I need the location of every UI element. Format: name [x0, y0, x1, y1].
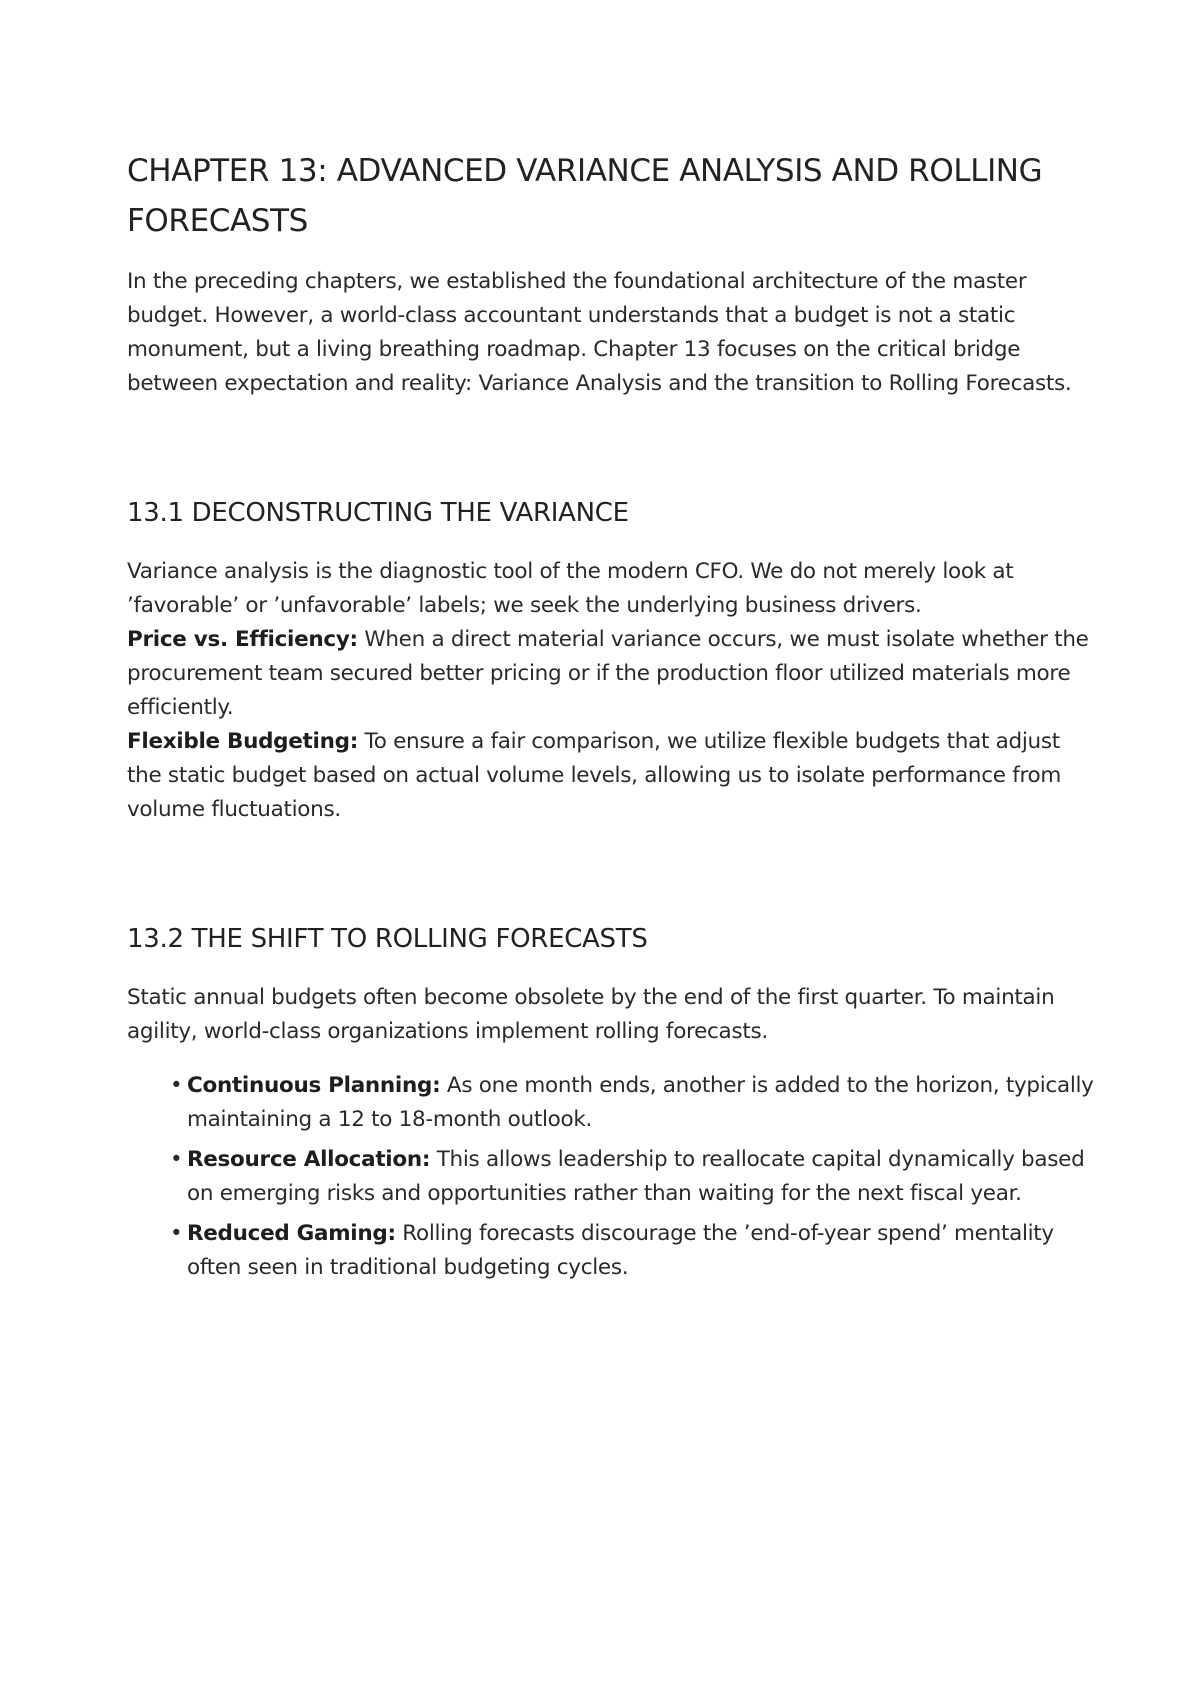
list-item-resource-allocation: [170, 1143, 1100, 1211]
bullet-icon: •: [170, 1073, 183, 1098]
flexible-budgeting-text: To ensure a fair comparison, we utilize flexible budgets that adjust the static budget based on actual volume levels, allowing us to isolate performance from volume fluctuations.: [127, 729, 1062, 822]
section-heading-13-2: 13.2 THE SHIFT TO ROLLING FORECASTS: [127, 924, 648, 954]
bullet-text: As one month ends, another is added to the horizon, typically maintaining a 12 to 18-month outlook.: [187, 1073, 1094, 1132]
chapter-title: CHAPTER 13: ADVANCED VARIANCE ANALYSIS AND ROLLING FORECASTS: [127, 153, 1043, 239]
variance-paragraph: Variance analysis is the diagnostic tool of the modern CFO. We do not merely look at ’favorable’ or ’unfavorable’ labels; we seek the underlying business drivers.: [127, 559, 1014, 618]
section-heading-13-1: 13.1 DECONSTRUCTING THE VARIANCE: [127, 498, 629, 528]
price-efficiency-paragraph: [127, 623, 1100, 725]
rolling-forecast-paragraph: Static annual budgets often become obsolete by the end of the first quarter. To maintain agility, world-class organizations implement rolling forecasts.: [127, 985, 1055, 1044]
price-efficiency-text: When a direct material variance occurs, we must isolate whether the procurement team secured better pricing or if the production floor utilized materials more efficiently.: [127, 627, 1089, 720]
bullet-icon: •: [170, 1221, 183, 1246]
flexible-budgeting-paragraph: [127, 725, 1100, 827]
bullet-text: This allows leadership to reallocate capital dynamically based on emerging risks and opportunities rather than waiting for the next fiscal year.: [187, 1147, 1085, 1206]
list-item-continuous-planning: [170, 1069, 1100, 1137]
price-efficiency-label: Price vs. Efficiency:: [127, 627, 358, 652]
bullet-label: Reduced Gaming:: [187, 1221, 396, 1246]
bullet-icon: •: [170, 1147, 183, 1172]
flexible-budgeting-label: Flexible Budgeting:: [127, 729, 358, 754]
bullet-label: Continuous Planning:: [187, 1073, 441, 1098]
bullet-text: Rolling forecasts discourage the ’end-of-year spend’ mentality often seen in traditional budgeting cycles.: [187, 1221, 1054, 1280]
section-body-13-1: [127, 555, 1100, 827]
list-item-reduced-gaming: [170, 1217, 1100, 1285]
bullet-label: Resource Allocation:: [187, 1147, 431, 1172]
bullet-list: [127, 1069, 1100, 1285]
intro-paragraph: In the preceding chapters, we established the foundational architecture of the master budget. However, a world-class accountant understands that a budget is not a static monument, but a living breathing roadmap. Chapter 13 focuses on the critical bridge between expectation and reality: Variance Analysis and the transition to Rolling Forecasts.: [127, 269, 1072, 396]
